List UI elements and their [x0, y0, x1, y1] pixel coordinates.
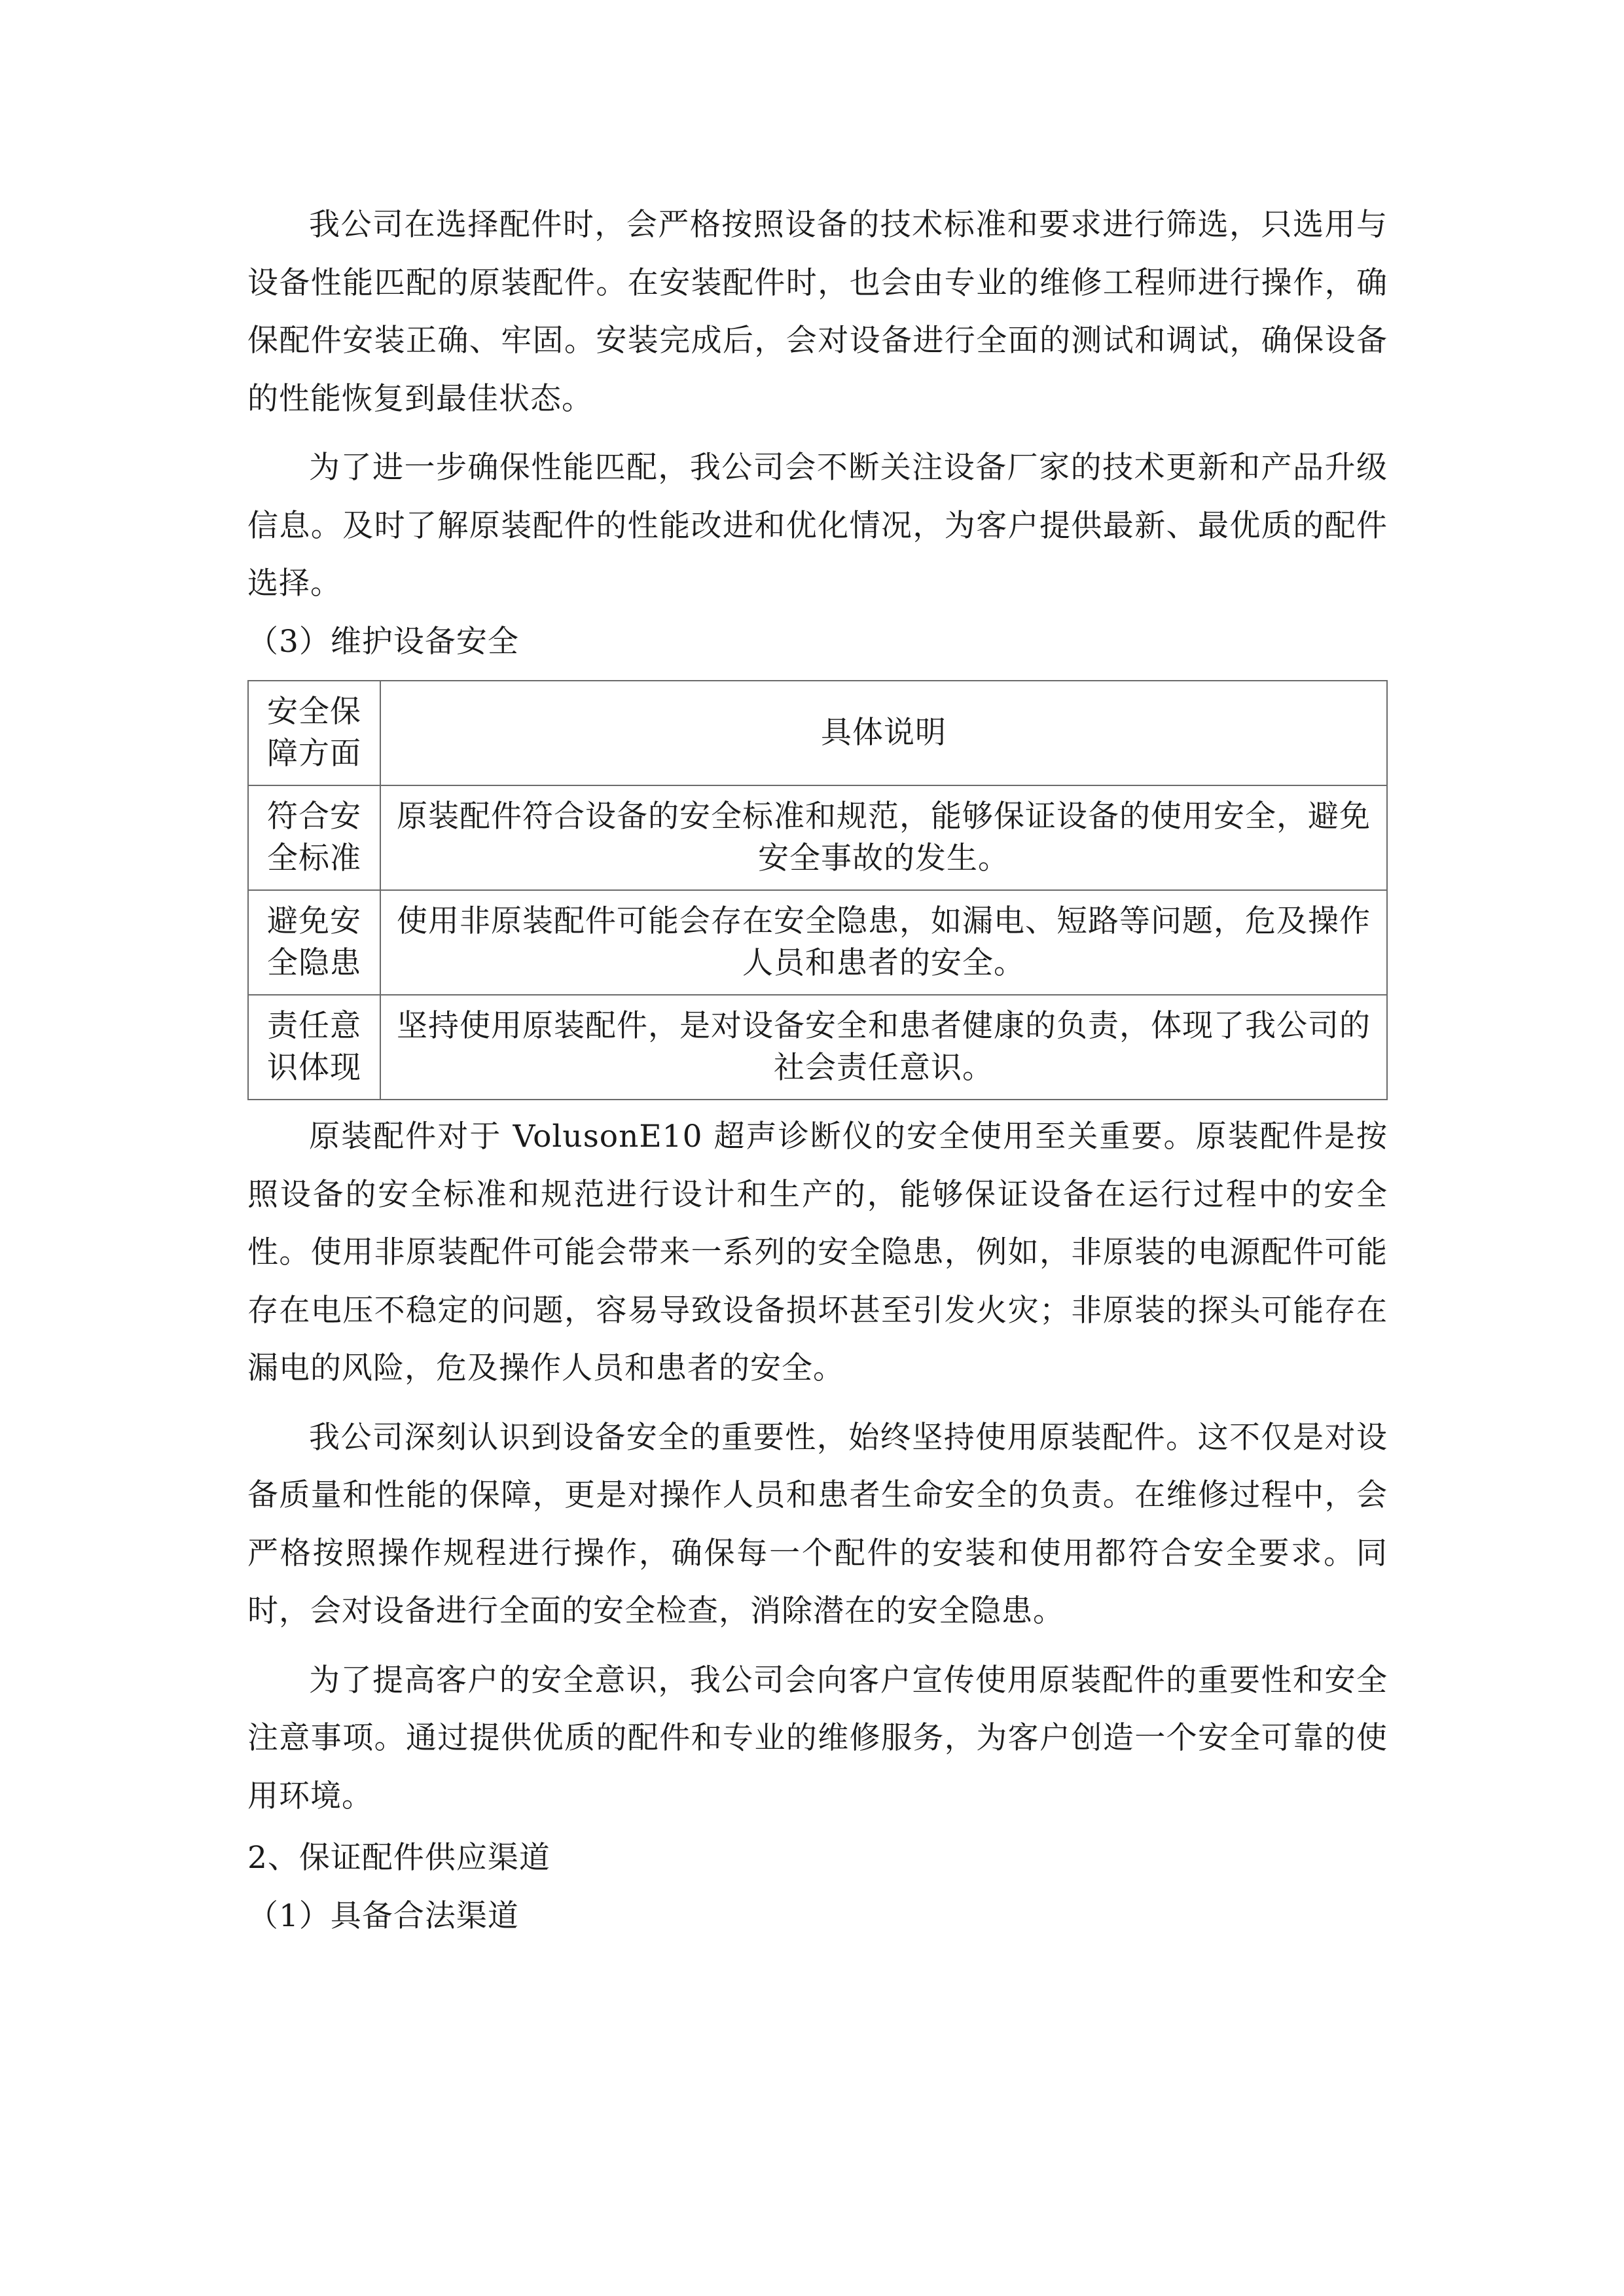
table-cell-aspect: 符合安全标准 — [248, 785, 380, 890]
table-cell-description: 原装配件符合设备的安全标准和规范，能够保证设备的使用安全，避免安全事故的发生。 — [380, 785, 1387, 890]
heading-supply-channel: 2、保证配件供应渠道 — [247, 1840, 550, 1876]
paragraph-accessory-selection: 我公司在选择配件时，会严格按照设备的技术标准和要求进行筛选，只选用与设备性能匹配的原装配件。在安装配件时，也会由专业的维修工程师进行操作，确保配件安装正确、牢固。安装完成后，会对设备进行全面的测试和调试，确保设备的性能恢复到最佳状态。 — [247, 207, 1388, 417]
table-header-cell: 具体说明 — [380, 681, 1387, 785]
table-cell-aspect: 责任意识体现 — [248, 995, 380, 1100]
paragraph-customer-education: 为了提高客户的安全意识，我公司会向客户宣传使用原装配件的重要性和安全注意事项。通过提供优质的配件和专业的维修服务，为客户创造一个安全可靠的使用环境。 — [247, 1662, 1388, 1814]
table-row — [248, 785, 1387, 890]
heading-legal-channel: （1）具备合法渠道 — [247, 1897, 519, 1934]
section-heading-equipment-safety: （3）维护设备安全 — [247, 623, 519, 660]
table-cell-aspect: 避免安全隐患 — [248, 890, 380, 995]
table-header-row — [248, 681, 1387, 785]
table-cell-description: 使用非原装配件可能会存在安全隐患，如漏电、短路等问题，危及操作人员和患者的安全。 — [380, 890, 1387, 995]
table-row — [248, 890, 1387, 995]
page-content — [247, 196, 1388, 1945]
table-header-cell: 安全保障方面 — [248, 681, 380, 785]
paragraph-performance-matching: 为了进一步确保性能匹配，我公司会不断关注设备厂家的技术更新和产品升级信息。及时了解原装配件的性能改进和优化情况，为客户提供最新、最优质的配件选择。 — [247, 450, 1388, 601]
table-row — [248, 995, 1387, 1100]
paragraph-original-parts-importance: 原装配件对于 VolusonE10 超声诊断仪的安全使用至关重要。原装配件是按照设备的安全标准和规范进行设计和生产的，能够保证设备在运行过程中的安全性。使用非原装配件可能会带来一系列的安全隐患，例如，非原装的电源配件可能存在电压不稳定的问题，容易导致设备损坏甚至引发火灾；非原装的探头可能存在漏电的风险，危及操作人员和患者的安全。 — [247, 1119, 1388, 1386]
paragraph-safety-awareness: 我公司深刻认识到设备安全的重要性，始终坚持使用原装配件。这不仅是对设备质量和性能的保障，更是对操作人员和患者生命安全的负责。在维修过程中，会严格按照操作规程进行操作，确保每一个配件的安装和使用都符合安全要求。同时，会对设备进行全面的安全检查，消除潜在的安全隐患。 — [247, 1419, 1388, 1629]
safety-table — [247, 680, 1388, 1100]
table-cell-description: 坚持使用原装配件，是对设备安全和患者健康的负责，体现了我公司的社会责任意识。 — [380, 995, 1387, 1100]
